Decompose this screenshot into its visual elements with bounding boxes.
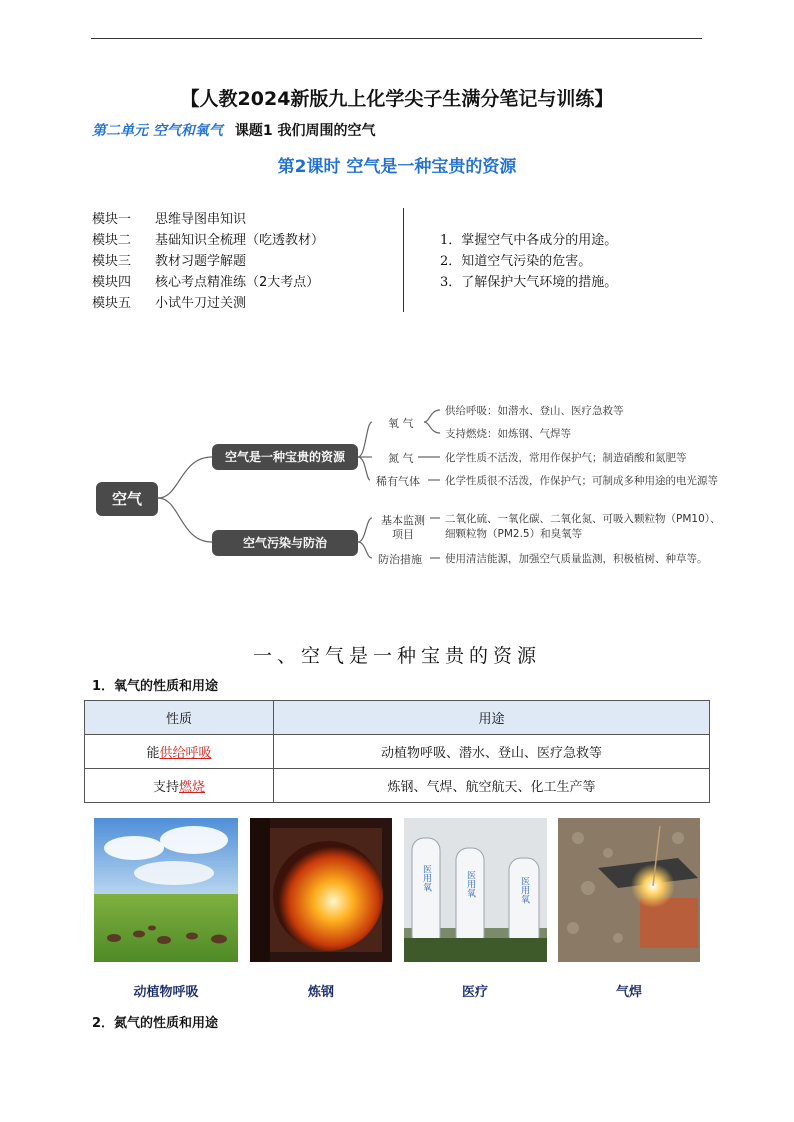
module-item: 模块二 基础知识全梳理（吃透教材） [92, 233, 325, 248]
module-item: 模块一 思维导图串知识 [92, 212, 247, 227]
topic-name: 课题1 我们周围的空气 [234, 123, 376, 139]
lesson-title: 第2课时 空气是一种宝贵的资源 [277, 157, 517, 177]
tank-label: 医用氧 [465, 870, 475, 898]
tank-label: 医用氧 [421, 864, 431, 892]
table-cell: 动植物呼吸、潜水、登山、医疗急救等 [274, 735, 710, 769]
table-cell: 支持燃烧 [85, 769, 274, 803]
photo-caption: 医疗 [461, 985, 488, 1000]
module-item: 模块四 核心考点精准练（2大考点） [92, 275, 320, 290]
unit-line [92, 120, 376, 140]
mindmap-oxygen: 氧 气 [388, 417, 414, 430]
mindmap-noble-gas: 稀有气体 [376, 475, 420, 488]
subheading-oxygen: 1．氧气的性质和用途 [92, 679, 219, 694]
mindmap-oxygen-use2: 支持燃烧：如炼钢、气焊等 [445, 428, 571, 440]
module-item: 模块三 教材习题学解题 [92, 254, 247, 269]
photo-steel-furnace [250, 818, 392, 962]
mindmap-monitor-text: 二氧化硫、一氧化碳、二氧化氮、可吸入颗粒物（PM10）、 细颗粒物（PM2.5）和臭氧等 [445, 513, 721, 540]
objective-item: 2．知道空气污染的危害。 [440, 254, 592, 269]
photo-oxygen-tanks [404, 818, 547, 962]
mindmap-prevent-text: 使用清洁能源，加强空气质量监测，积极植树、种草等。 [445, 553, 708, 565]
mindmap-root: 空气 [96, 482, 158, 516]
oxygen-properties-table [84, 700, 710, 803]
section-heading: 一、空气是一种宝贵的资源 [252, 645, 541, 667]
table-cell: 能供给呼吸 [85, 735, 274, 769]
subheading-nitrogen: 2．氮气的性质和用途 [92, 1016, 219, 1031]
objective-item: 1．掌握空气中各成分的用途。 [440, 233, 618, 248]
mindmap-nitrogen-use: 化学性质不活泼，常用作保护气；制造硝酸和氮肥等 [445, 452, 687, 464]
tank-label: 医用氧 [519, 876, 529, 904]
column-divider [403, 208, 404, 312]
photo-caption: 气焊 [615, 985, 642, 1000]
module-item: 模块五 小试牛刀过关测 [92, 296, 247, 311]
table-row [85, 735, 710, 769]
table-header: 用途 [274, 701, 710, 735]
mindmap-oxygen-use1: 供给呼吸：如潜水、登山、医疗急救等 [445, 405, 624, 417]
mindmap-prevent-label: 防治措施 [378, 553, 422, 566]
table-header-row [85, 701, 710, 735]
unit-name: 第二单元 空气和氧气 [92, 123, 223, 139]
table-row [85, 769, 710, 803]
mindmap-branch-pollution: 空气污染与防治 [212, 530, 358, 556]
objectives-list [440, 230, 617, 293]
mindmap-monitor-label: 基本监测 项目 [381, 514, 425, 541]
document-title: 【人教2024新版九上化学尖子生满分笔记与训练】 [180, 88, 614, 110]
top-rule [91, 38, 702, 39]
mindmap-branch-resource: 空气是一种宝贵的资源 [212, 444, 358, 470]
table-cell: 炼钢、气焊、航空航天、化工生产等 [274, 769, 710, 803]
mindmap-noble-use: 化学性质很不活泼，作保护气；可制成多种用途的电光源等 [445, 475, 718, 487]
objective-item: 3．了解保护大气环境的措施。 [440, 275, 618, 290]
photo-grassland [94, 818, 238, 962]
table-header: 性质 [85, 701, 274, 735]
module-list [92, 209, 324, 314]
photo-gas-welding [558, 818, 700, 962]
photo-caption: 动植物呼吸 [133, 985, 199, 1000]
photo-caption: 炼钢 [307, 985, 334, 1000]
mindmap-nitrogen: 氮 气 [388, 452, 414, 465]
